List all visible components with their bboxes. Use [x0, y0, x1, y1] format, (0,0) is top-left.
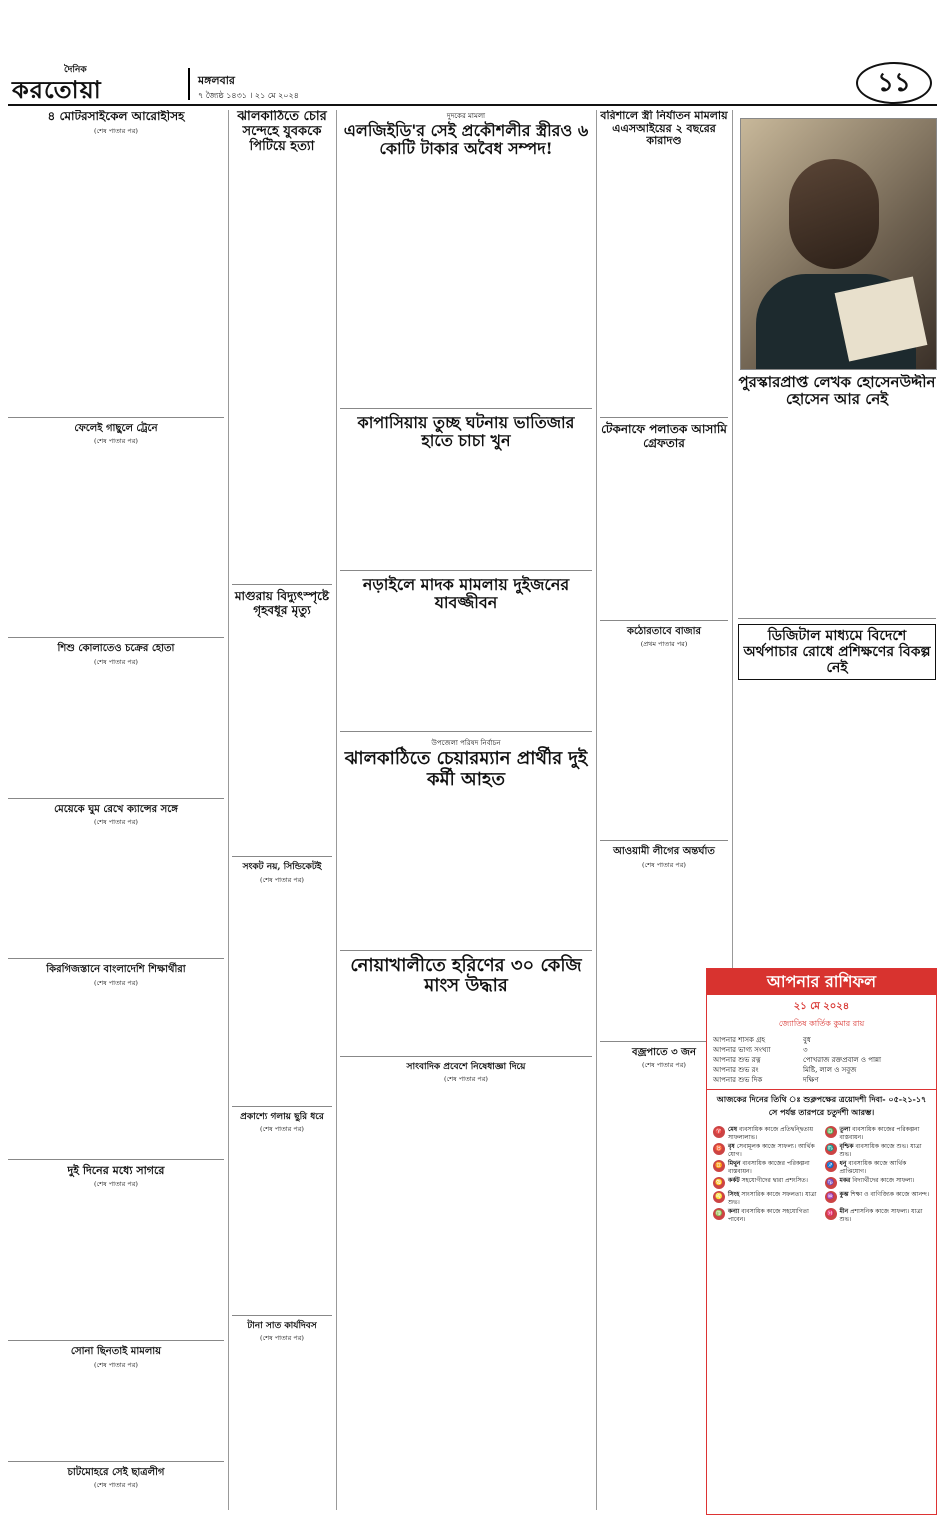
zodiac-text: শিক্ষা ও বাণিজ্যিক কাজে আনন্দ।: [850, 1191, 929, 1198]
continued-note: (শেষ পাতার পর): [260, 1334, 304, 1343]
table-row: [707, 1075, 936, 1085]
kicker: উপজেলা পরিষদ নির্বাচন: [431, 739, 501, 748]
headline: কিরগিজস্তানে বাংলাদেশি শিক্ষার্থীরা: [46, 964, 186, 976]
lead-headline: এলজিইডি'র সেই প্রকৌশলীর স্ত্রীরও ৬ কোটি টাকার অবৈধ সম্পদ!: [343, 121, 589, 159]
zodiac-text: বিদ্যার্থীদের কাজে সাফল্য।: [852, 1177, 915, 1184]
row-value: বুধ: [803, 1036, 811, 1044]
article-body: [232, 1347, 332, 1507]
page-number: ১১: [856, 62, 932, 104]
column-rule: [228, 110, 229, 1510]
zodiac-icon: ♏: [825, 1143, 837, 1155]
row-key: আপনার ভাগ্য সংখ্যা: [713, 1046, 771, 1054]
headline: প্রকাশ্যে গলায় ছুরি ধরে: [240, 1111, 324, 1122]
date-line: ৭ জ্যৈষ্ঠ ১৪৩১ । ২১ মে ২০২৪: [198, 91, 299, 100]
continued-note: (শেষ পাতার পর): [94, 657, 138, 666]
row-key: আপনার শুভ রং: [713, 1066, 759, 1074]
continued-note: (শেষ পাতার পর): [94, 978, 138, 987]
zodiac-text: ব্যবসায়িক কাজে শুভ। যাত্রা শুভ।: [839, 1143, 922, 1158]
article: [738, 374, 936, 619]
article: [340, 956, 592, 1057]
zodiac-text: ব্যবসায়িক কাজে আর্থিক প্রাপ্তিযোগ।: [839, 1160, 907, 1175]
article-body: [340, 1088, 592, 1388]
headline: নড়াইলে মাদক মামলায় দুইজনের যাবজ্জীবন: [362, 574, 570, 612]
article: [340, 576, 592, 733]
article-body: [340, 614, 592, 724]
zodiac-name: মিথুন: [728, 1160, 741, 1167]
kicker: দুদকের মামলা: [446, 112, 486, 120]
horoscope-date: ২১ মে ২০২৪: [793, 1001, 850, 1012]
headline: কঠোরতাবে বাজার: [626, 625, 702, 637]
article: [8, 964, 224, 1160]
table-row: [707, 1055, 936, 1065]
zodiac-item: [825, 1191, 931, 1206]
zodiac-list: [707, 1124, 936, 1225]
column-rule: [596, 110, 597, 1510]
row-key: আপনার শাসক গ্রহ: [713, 1036, 766, 1044]
headline: মেয়েকে ঘুম রেখে ক্যান্সের সঙ্গে: [54, 803, 178, 815]
article-body: [340, 793, 592, 943]
zodiac-name: তুলা: [839, 1126, 851, 1133]
headline: সাংবাদিক প্রবেশে নিষেধাজ্ঞা দিয়ে: [406, 1062, 526, 1073]
today-tithi: আজকের দিনের তিথি ঃ শুক্লপক্ষের ত্রয়োদশী দিবা- ০৫-২১-১৭ সে পর্যন্ত তারপরে চতুর্দশী আরম্ভ।: [707, 1089, 936, 1124]
article-body: [8, 671, 224, 791]
article: [232, 1321, 332, 1510]
article: [340, 737, 592, 950]
row-key: আপনার শুভ দিক: [713, 1076, 763, 1084]
zodiac-item: [713, 1177, 819, 1189]
article: [600, 110, 728, 418]
headline: সংকট নয়, সিন্ডিকেটই: [242, 862, 322, 873]
zodiac-item: [713, 1208, 819, 1223]
headline: সোনা ছিনতাই মামলায়: [70, 1346, 162, 1358]
headline: ডিজিটাল মাধ্যমে বিদেশে অর্থপাচার রোধে প্রশিক্ষণের বিকল্প নেই: [738, 624, 936, 680]
zodiac-name: বৃষ: [728, 1143, 735, 1150]
article: [600, 626, 728, 842]
zodiac-item: [825, 1126, 931, 1141]
column-5: [738, 374, 936, 964]
zodiac-text: সহযোগীদের দ্বারা প্রশংসিত।: [741, 1177, 808, 1184]
article: [600, 423, 728, 621]
headline: আওয়ামী লীগের অন্তর্ঘাত: [613, 846, 715, 858]
zodiac-icon: ♊: [713, 1160, 725, 1172]
continued-note: (শেষ পাতার পর): [94, 818, 138, 827]
zodiac-item: [825, 1208, 931, 1223]
zodiac-icon: ♈: [713, 1126, 725, 1138]
logo-tag: দৈনিক: [64, 65, 87, 75]
zodiac-item: [825, 1177, 931, 1189]
zodiac-icon: ♌: [713, 1191, 725, 1203]
zodiac-name: সিংহ: [728, 1191, 740, 1198]
continued-note: (শেষ পাতার পর): [94, 1481, 138, 1490]
zodiac-item: [713, 1143, 819, 1158]
headline: মাগুরায় বিদ্যুৎস্পৃষ্টে গৃহবধূর মৃত্যু: [234, 588, 330, 617]
horoscope-table: [707, 1035, 936, 1085]
article-body: [232, 619, 332, 849]
zodiac-icon: ♋: [713, 1177, 725, 1189]
table-row: [707, 1035, 936, 1045]
lead-article: [340, 110, 592, 409]
article-body: [8, 831, 224, 951]
zodiac-icon: ♎: [825, 1126, 837, 1138]
article: [232, 590, 332, 858]
continued-note: (প্রথম পাতার পর): [640, 640, 688, 649]
continued-note: (শেষ পাতার পর): [642, 860, 686, 869]
zodiac-icon: ♍: [713, 1208, 725, 1220]
article-body: [232, 1138, 332, 1308]
row-value: দক্ষিণ: [803, 1076, 819, 1084]
article-body: [232, 889, 332, 1099]
masthead: [0, 0, 945, 104]
zodiac-text: সেবামূলক কাজে সাফল্য। আর্থিক যোগ।: [728, 1143, 815, 1158]
article-body: [340, 999, 592, 1049]
continued-note: (শেষ পাতার পর): [94, 1360, 138, 1369]
weekday: মঙ্গলবার: [198, 74, 235, 87]
headline: ঝালকাঠিতে চোর সন্দেহে যুবককে পিটিয়ে হত্যা: [237, 110, 327, 154]
continued-note: (শেষ পাতার পর): [260, 1125, 304, 1134]
article: [8, 1346, 224, 1462]
article: [8, 1467, 224, 1510]
logo-name: করতোয়া: [12, 75, 102, 104]
zodiac-item: [825, 1143, 931, 1158]
article: [8, 1165, 224, 1342]
headline: ৪ মোটরসাইকেল আরোহীসহ: [47, 110, 185, 123]
continued-note: (শেষ পাতার পর): [94, 126, 138, 135]
horoscope-author: জ্যোতিষ কার্তিক কুমার রায়: [778, 1019, 865, 1028]
article: [232, 1112, 332, 1316]
zodiac-name: কন্যা: [728, 1208, 740, 1215]
headline: পুরস্কারপ্রাপ্ত লেখক হোসেনউদ্দীন হোসেন আর নেই: [738, 374, 936, 409]
headline: ফেলেই গাছুলে ট্রেনে: [74, 422, 158, 434]
headline: কাপাসিয়ায় তুচ্ছ ঘটনায় ভাতিজার হাতে চাচা খুন: [357, 412, 575, 451]
zodiac-icon: ♐: [825, 1160, 837, 1172]
article: [8, 423, 224, 639]
masthead-divider: [188, 68, 190, 100]
article: [8, 804, 224, 960]
row-value: ৩: [803, 1046, 808, 1054]
article-body: [8, 140, 224, 410]
continued-note: (শেষ পাতার পর): [94, 437, 138, 446]
table-row: [707, 1065, 936, 1075]
row-key: আপনার শুভ রত্ন: [713, 1056, 761, 1064]
zodiac-name: মীন: [839, 1208, 849, 1215]
masthead-rule: [8, 104, 937, 106]
column-2: [232, 110, 332, 1510]
article: [340, 1062, 592, 1395]
column-rule: [336, 110, 337, 1510]
zodiac-text: ব্যবসায়িক কাজের পরিকল্পনা বাস্তবায়ন।: [728, 1160, 810, 1175]
zodiac-item: [713, 1126, 819, 1141]
row-value: মিষ্টি, লাল ও সবুজ: [803, 1066, 857, 1074]
zodiac-text: ব্যবসায়িক কাজের পরিকল্পনা বাস্তবায়ন।: [839, 1126, 920, 1141]
author-photo: [740, 118, 937, 370]
zodiac-item: [713, 1160, 819, 1175]
article: [738, 624, 936, 939]
article-body: [232, 157, 332, 577]
headline: শিশু কোলাতেও চক্রের হোতা: [57, 643, 175, 655]
headline: ঝালকাঠিতে চেয়ারম্যান প্রার্থীর দুই কর্মী আহত: [344, 748, 588, 791]
zodiac-item: [713, 1191, 819, 1206]
zodiac-icon: ♑: [825, 1177, 837, 1189]
article-body: [8, 1374, 224, 1454]
continued-note: (শেষ পাতার পর): [94, 1180, 138, 1189]
article: [232, 862, 332, 1106]
headline: নোয়াখালীতে হরিণের ৩০ কেজি মাংস উদ্ধার: [350, 954, 582, 997]
zodiac-text: প্রশাসনিক কাজে সাফল্য। যাত্রা শুভ।: [839, 1208, 923, 1223]
article: [8, 110, 224, 418]
zodiac-name: কর্কট: [728, 1177, 740, 1184]
article-body: [340, 161, 592, 401]
zodiac-icon: ♓: [825, 1208, 837, 1220]
row-value: পোখরাজ রক্তপ্রবাল ও পান্না: [803, 1056, 882, 1064]
zodiac-name: মকর: [839, 1177, 851, 1184]
newspaper-logo: [8, 62, 178, 104]
article: [8, 643, 224, 799]
article: [340, 414, 592, 571]
article-body: [8, 1494, 224, 1510]
article-body: [8, 992, 224, 1152]
zodiac-name: কুম্ভ: [839, 1191, 849, 1198]
article-body: [340, 453, 592, 563]
article-body: [738, 411, 936, 611]
continued-note: (শেষ পাতার পর): [444, 1075, 488, 1084]
headline: চাটমোহরে সেই ছাত্রলীগ: [67, 1466, 165, 1478]
zodiac-text: সাংসারিক কাজে সফলতা। যাত্রা শুভ।: [728, 1191, 817, 1206]
article-body: [8, 1193, 224, 1333]
headline: টানা সাত কার্যদিবস: [247, 1321, 317, 1332]
column-1: [8, 110, 224, 1510]
photo-face: [789, 159, 879, 269]
zodiac-name: বৃশ্চিক: [839, 1143, 854, 1150]
table-row: [707, 1045, 936, 1055]
article-body: [738, 682, 936, 932]
column-3: [340, 110, 592, 1510]
zodiac-name: মেষ: [728, 1126, 738, 1133]
headline: বরিশালে স্ত্রী নির্যাতন মামলায় এএসআইয়ের ২ বছরের কারাদণ্ড: [600, 110, 728, 148]
headline: বজ্রপাতে ৩ জন: [632, 1046, 696, 1058]
horoscope-title: আপনার রাশিফল: [707, 969, 936, 995]
horoscope-box: [706, 968, 937, 1515]
headline: টেকনাফে পলাতক আসামি গ্রেফতার: [601, 421, 727, 450]
zodiac-icon: ♉: [713, 1143, 725, 1155]
article: [232, 110, 332, 585]
headline: দুই দিনের মধ্যে সাগরে: [67, 1163, 165, 1177]
continued-note: (শেষ পাতার পর): [642, 1061, 686, 1070]
zodiac-name: ধনু: [839, 1160, 847, 1167]
article-body: [600, 453, 728, 613]
zodiac-text: ব্যবসায়িক কাজে প্রতিদ্বন্দ্বিতায় সাফল্যলাভ।: [728, 1126, 814, 1141]
article-body: [600, 150, 728, 410]
zodiac-item: [825, 1160, 931, 1175]
zodiac-icon: ♒: [825, 1191, 837, 1203]
article-body: [600, 653, 728, 833]
zodiac-text: ব্যবসায়িক কাজে সহযোগিতা পাবেন।: [728, 1208, 809, 1223]
article-body: [8, 450, 224, 630]
continued-note: (শেষ পাতার পর): [260, 875, 304, 884]
